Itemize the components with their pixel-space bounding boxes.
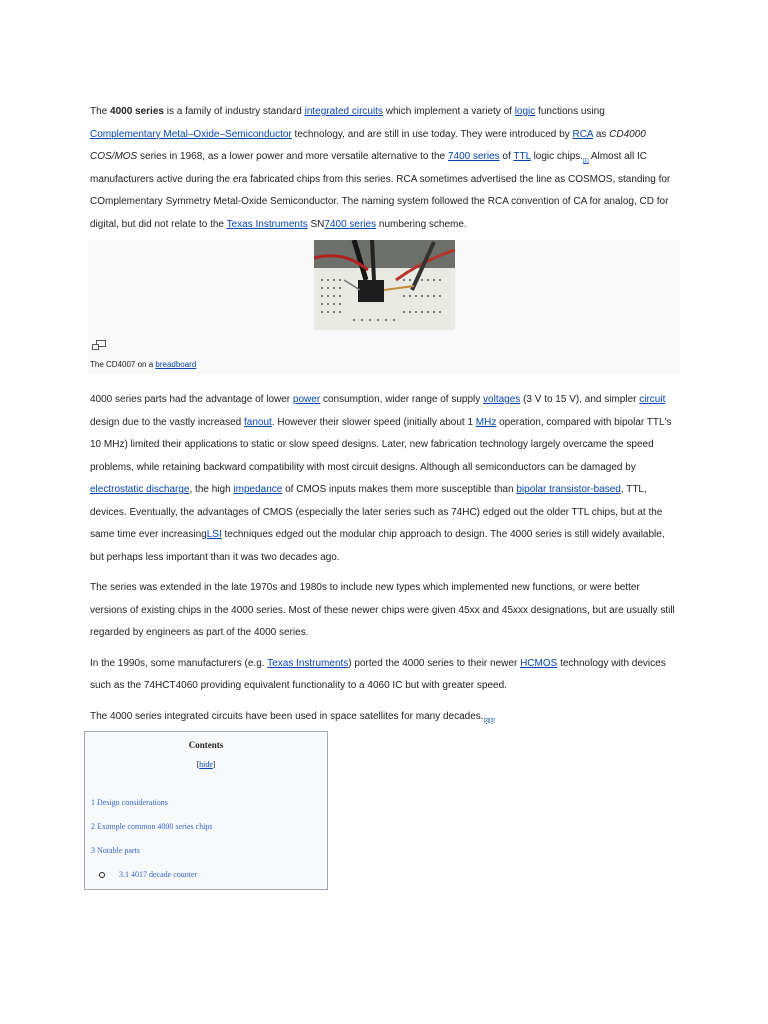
link-power[interactable]: power [292, 394, 321, 405]
bracket: ] [212, 760, 216, 769]
paragraph-extension: The series was extended in the late 1970s and 1980s to include new types which implemented new functions, or were better versions of existing chips in the 4000 series. Most of these newer chips were given 45xx and 45xxx designations, but are usually still regarded by engineers as part of the 4000 series. [90, 582, 675, 638]
breadboard-photo[interactable] [314, 240, 455, 330]
link-7400-series[interactable]: 7400 series [447, 151, 500, 162]
text: The 4000 series integrated circuits have been used in space satellites for many decades. [90, 710, 484, 722]
caption-text: The CD4007 on a [90, 360, 156, 369]
circle-bullet-icon [99, 872, 105, 878]
text: logic chips. [530, 151, 584, 162]
toc-link-design-considerations[interactable]: 1 Design considerations [91, 798, 168, 807]
link-ttl[interactable]: TTL [513, 151, 531, 162]
reference-2-3[interactable]: [2][3] [483, 717, 495, 724]
text: (3 V to 15 V), and simpler [520, 394, 640, 405]
text: series in 1968, as a lower power and more versatile alternative to the [137, 151, 448, 162]
hide-link[interactable]: hide [199, 760, 213, 769]
toc-title: Contents [188, 740, 224, 750]
toc-item [91, 822, 213, 831]
link-cmos[interactable]: Complementary Metal–Oxide–Semiconductor [90, 128, 292, 140]
link-fanout[interactable]: fanout [243, 416, 272, 428]
link-mhz[interactable]: MHz [475, 416, 497, 428]
text: technology with devices such as the 74HCT4060 providing equivalent functionality to a 4060 IC but with greater speed. [90, 657, 666, 691]
paragraph-satellites [90, 706, 678, 729]
link-texas-instruments[interactable]: Texas Instruments [226, 218, 308, 230]
enlarge-icon[interactable] [92, 340, 106, 350]
link-voltages[interactable]: voltages [483, 394, 521, 405]
text: SN [307, 218, 325, 230]
link-impedance[interactable]: impedance [233, 484, 283, 495]
link-logic[interactable]: logic [514, 106, 536, 117]
link-7400-series[interactable]: 7400 series [324, 218, 377, 230]
text: of CMOS inputs makes them more susceptible than [282, 484, 517, 495]
paragraph-intro [90, 101, 678, 236]
toc-link-4017-decade-counter[interactable]: 3.1 4017 decade counter [119, 870, 198, 879]
article-body [90, 101, 678, 728]
text: , TTL, devices. Eventually, the advantages of CMOS (especially the later series such as 74HC) edged out the older TTL chips, but at the same time ever increasing [90, 484, 663, 540]
paragraph-advantages [90, 389, 678, 569]
link-bipolar-transistor[interactable]: bipolar transistor-based [516, 484, 621, 495]
table-of-contents [84, 731, 328, 890]
link-lsi[interactable]: LSI [206, 529, 222, 540]
text: techniques edged out the modular chip approach to design. The 4000 series is still widely available, but perhaps less important than it was two decades ago. [90, 529, 665, 563]
text: as [593, 128, 610, 140]
reference-1[interactable]: [1] [583, 158, 589, 164]
bold-term: 4000 series [110, 106, 164, 117]
figure-box [88, 240, 680, 373]
text: . However their slower speed (initially about 1 [271, 416, 476, 428]
text: The [90, 106, 111, 117]
text: , the high [189, 484, 234, 495]
link-breadboard[interactable]: breadboard [155, 360, 197, 369]
text: consumption, wider range of supply [320, 394, 484, 405]
text: technology, and are still in use today. They were introduced by [291, 128, 573, 140]
italic-term: CD4000 COS/MOS [90, 128, 646, 162]
toc-link-example-chips[interactable]: 2 Example common 4000 series chips [91, 822, 213, 831]
toc-subitem [99, 870, 197, 879]
text: Almost all IC manufacturers active during the era fabricated chips from this series. RCA sometimes advertised the line as COSMOS, standing for COmplementary Symmetry Metal-Oxide Semiconductor. The naming system followed the RCA convention of CA for analog, CD for digital, but did not relate to the [90, 151, 671, 230]
text: 4000 series parts had the advantage of lower [90, 394, 293, 405]
text: which implement a variety of [382, 106, 515, 117]
text: is a family of industry standard [163, 106, 305, 117]
link-texas-instruments[interactable]: Texas Instruments [267, 657, 349, 669]
bracket: [ [196, 760, 200, 769]
link-circuit[interactable]: circuit [639, 394, 666, 405]
toc-item [91, 798, 168, 807]
text: In the 1990s, some manufacturers (e.g. [90, 657, 268, 669]
link-electrostatic-discharge[interactable]: electrostatic discharge [90, 484, 190, 495]
text: numbering scheme. [376, 218, 467, 230]
toc-hide-toggle [85, 760, 327, 769]
toc-link-notable-parts[interactable]: 3 Notable parts [91, 846, 140, 855]
link-integrated-circuits[interactable]: integrated circuits [304, 106, 383, 117]
text: ) ported the 4000 series to their newer [348, 657, 521, 669]
toc-item [91, 846, 140, 855]
link-rca[interactable]: RCA [572, 128, 594, 140]
text: operation, compared with bipolar TTL's 10 MHz) limited their applications to static or slow speed designs. Later, new fabrication technology largely overcame the speed problems, while retaining backward compatibility with most circuit designs. Although all semiconductors can be damaged by [90, 416, 672, 473]
figure-caption [90, 360, 196, 370]
link-hcmos[interactable]: HCMOS [520, 657, 558, 669]
breadboard-image [314, 240, 455, 330]
text: functions using [535, 106, 605, 117]
paragraph-hcmos [90, 653, 678, 698]
text: design due to the vastly increased [90, 416, 244, 428]
text: of [499, 151, 514, 162]
